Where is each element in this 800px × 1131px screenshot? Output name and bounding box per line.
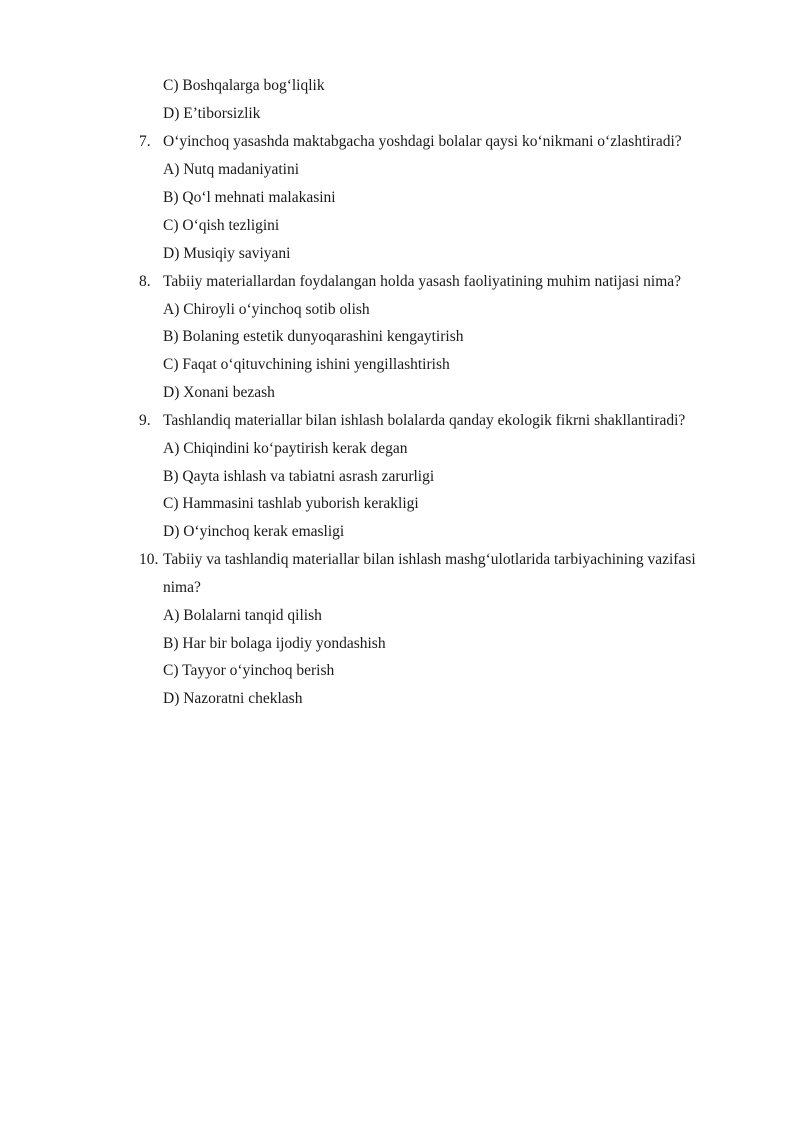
option-b: B) Qayta ishlash va tabiatni asrash zarurligi [163,468,435,485]
option-a: A) Bolalarni tanqid qilish [163,607,322,624]
option-c: C) O‘qish tezligini [163,217,280,234]
question-number: 10. [139,551,159,568]
question-text: O‘yinchoq yasashda maktabgacha yoshdagi bolalar qaysi ko‘nikmani o‘zlashtiradi? [163,133,682,150]
option-c: C) Faqat o‘qituvchining ishini yengillashtirish [163,356,450,373]
question-number: 7. [139,133,151,150]
option-a: A) Chiqindini ko‘paytirish kerak degan [163,440,408,457]
option-d: D) Xonani bezash [163,384,275,401]
option-c: C) Boshqalarga bog‘liqlik [163,77,325,94]
option-d: D) Nazoratni cheklash [163,690,303,707]
option-a: A) Nutq madaniyatini [163,161,300,178]
question-text: Tabiiy va tashlandiq materiallar bilan ishlash mashg‘ulotlarida tarbiyachining vazifasi [163,551,696,568]
question-number: 8. [139,273,151,290]
option-a: A) Chiroyli o‘yinchoq sotib olish [163,301,370,318]
question-text: Tabiiy materiallardan foydalangan holda yasash faoliyatining muhim natijasi nima? [163,273,682,290]
option-d: D) E’tiborsizlik [163,105,261,122]
question-text-continued: nima? [163,579,201,596]
question-number: 9. [139,412,151,429]
option-d: D) Musiqiy saviyani [163,245,291,262]
option-b: B) Qo‘l mehnati malakasini [163,189,336,206]
question-text: Tashlandiq materiallar bilan ishlash bolalarda qanday ekologik fikrni shakllantiradi? [163,412,686,429]
option-b: B) Bolaning estetik dunyoqarashini kengaytirish [163,328,464,345]
option-d: D) O‘yinchoq kerak emasligi [163,523,345,540]
option-c: C) Hammasini tashlab yuborish kerakligi [163,495,419,512]
option-c: C) Tayyor o‘yinchoq berish [163,662,335,679]
option-b: B) Har bir bolaga ijodiy yondashish [163,635,386,652]
